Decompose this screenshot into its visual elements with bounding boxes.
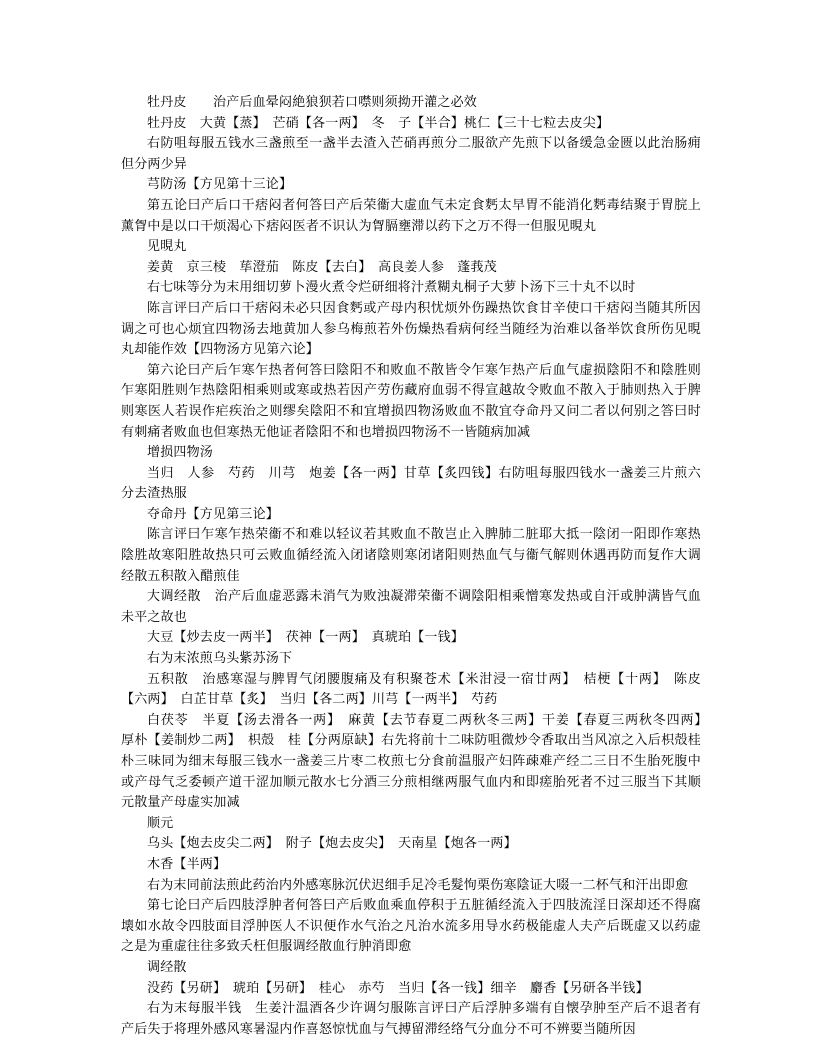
- paragraph: 白茯苓 半夏【汤去滑各一两】 麻黄【去节春夏二两秋冬三两】干姜【春夏三两秋冬四两】 厚朴【姜制炒二两】 枳殻 桂【分两原缺】右先将前十二味防咀微炒令香取出当风凉之入后枳殻桂朴三味同为细末每服三钱水一盏姜三片枣二枚煎七分食前温服产妇阵疎难产经二三日不生胎死腹中或产母气乏委顿产道干涩加顺元散水七分酒三分煎相继两服气血内和即瘥胎死者不过三服当下其顺元散量产母虚实加减: [121, 712, 715, 811]
- paragraph: 陈言评曰产后口干痞闷未必只因食麫或产母内积忧烦外伤躁热饮食甘辛使口干痞闷当随其所因调之可也心烦宜四物汤去地黄加人参乌梅煎若外伤燥热看病何经当随经为治难以备举饮食所伤见晛丸却能作效【四物汤方见第六论】: [121, 300, 701, 358]
- paragraph: 调经散: [147, 959, 187, 975]
- paragraph: 木香【半两】: [147, 856, 227, 872]
- paragraph: 夺命丹【方见第三论】: [147, 506, 280, 522]
- paragraph: 大豆【炒去皮一两半】 茯神【一两】 真琥珀【一钱】: [147, 630, 465, 646]
- paragraph: 牡丹皮 大黄【蒸】 芒硝【各一两】 冬 子【半合】桃仁【三十七粒去皮尖】: [147, 115, 610, 131]
- paragraph: 见晛丸: [147, 239, 187, 255]
- paragraph: 第七论曰产后四肢浮肿者何答曰产后败血乘血停积于五脏循经流入于四肢流淫日深却还不得腐壊如水故令四肢面目浮肿医人不识便作水气治之凡治水流多用导水药极能虚人夫产后既虚又以药虚之是为重虚往往多致夭枉但服调经散血行肿消即愈: [121, 898, 701, 955]
- paragraph: 右防咀每服五钱水三盏煎至一盏半去渣入芒硝再煎分二服欲产先煎下以备缓急金匮以此治肠痈但分两少异: [121, 136, 701, 172]
- paragraph: 牡丹皮 治产后血晕闷絶狼狈若口噤则须拗开灌之必效: [147, 95, 478, 110]
- paragraph: 没药【另研】 琥珀【另研】 桂心 赤芍 当归【各一钱】细辛 麝香【另研各半钱】: [147, 980, 649, 996]
- paragraph: 乌头【炮去皮尖二两】 附子【炮去皮尖】 天南星【炮各一两】: [147, 836, 517, 852]
- paragraph: 五积散 治感寒湿与脾胃气闭腰腹痛及有积聚苍术【米泔浸一宿廿两】 桔梗【十两】 陈皮【六两】 白芷甘草【炙】 当归【各二两】川芎【一两半】 芍药: [121, 671, 701, 708]
- paragraph: 大调经散 治产后血虚恶露未消气为败浊凝滞荣衞不调陰阳相乘憎寒发热或自汗或肿满皆气血未平之故也: [121, 589, 701, 625]
- paragraph: 右七味等分为末用细切萝卜漫火煮令烂研细将汁煮糊丸桐子大萝卜汤下三十丸不以时: [147, 280, 636, 296]
- paragraph: 姜黄 京三棱 荜澄茄 陈皮【去白】 高良姜人参 蓬莪茂: [147, 259, 497, 275]
- paragraph: 当归 人参 芍药 川芎 炮姜【各一两】甘草【炙四钱】右防咀每服四钱水一盏姜三片煎六分去渣热服: [121, 465, 701, 502]
- paragraph: 第五论曰产后口干痞闷者何答曰产后荣衞大虚血气未定食麫太早胃不能消化麫毒结聚于胃脘上薰胷中是以口干烦渴心下痞闷医者不识认为胷膈壅滞以药下之万不得一但服见晛丸: [121, 197, 701, 234]
- paragraph: 右为末每服半钱 生姜汁温酒各少许调匀服陈言评曰产后浮肿多端有自懐孕肿至产后不退者有产后失于将理外感风寒暑湿内作喜怒惊忧血与气搏留滞经络气分血分不可不辨要当随所因: [121, 1001, 701, 1037]
- paragraph: 右为末同前法煎此药治内外感寒脉沉伏迟细手足冷毛髮怐栗伤寒陰证大啜一二杯气和汗出即愈: [147, 877, 689, 893]
- paragraph: 陈言评曰乍寒乍热荣衞不和难以轻议若其败血不散岂止入脾肺二脏耶大抵一陰闭一阳即作寒热陰胜故寒阳胜故热只可云败血循经流入闭诸陰则寒闭诸阳则热血气与衞气解则休遇再防而复作大调经散五积散入醋煎佳: [121, 527, 701, 584]
- paragraph: 第六论曰产后乍寒乍热者何答曰陰阳不和败血不散皆令乍寒乍热产后血气虚损陰阳不和陰胜则乍寒阳胜则乍热陰阳相乘则或寒或热若因产劳伤藏府血弱不得宣越故令败血不散入于肺则热入于脾则寒医人若误作疟疾治之则缪矣陰阳不和宜增损四物汤败血不散宜夺命丹又问二者以何别之答曰时有刺痛者败血也但寒热无他证者陰阳不和也增损四物汤不一皆随病加减: [121, 362, 701, 440]
- paragraph: 右为末浓煎乌头紫苏汤下: [147, 651, 293, 667]
- paragraph: 芎防汤【方见第十三论】: [147, 177, 293, 193]
- document-body-text: [121, 93, 715, 1040]
- paragraph: 增损四物汤: [147, 445, 214, 461]
- paragraph: 顺元: [147, 815, 174, 831]
